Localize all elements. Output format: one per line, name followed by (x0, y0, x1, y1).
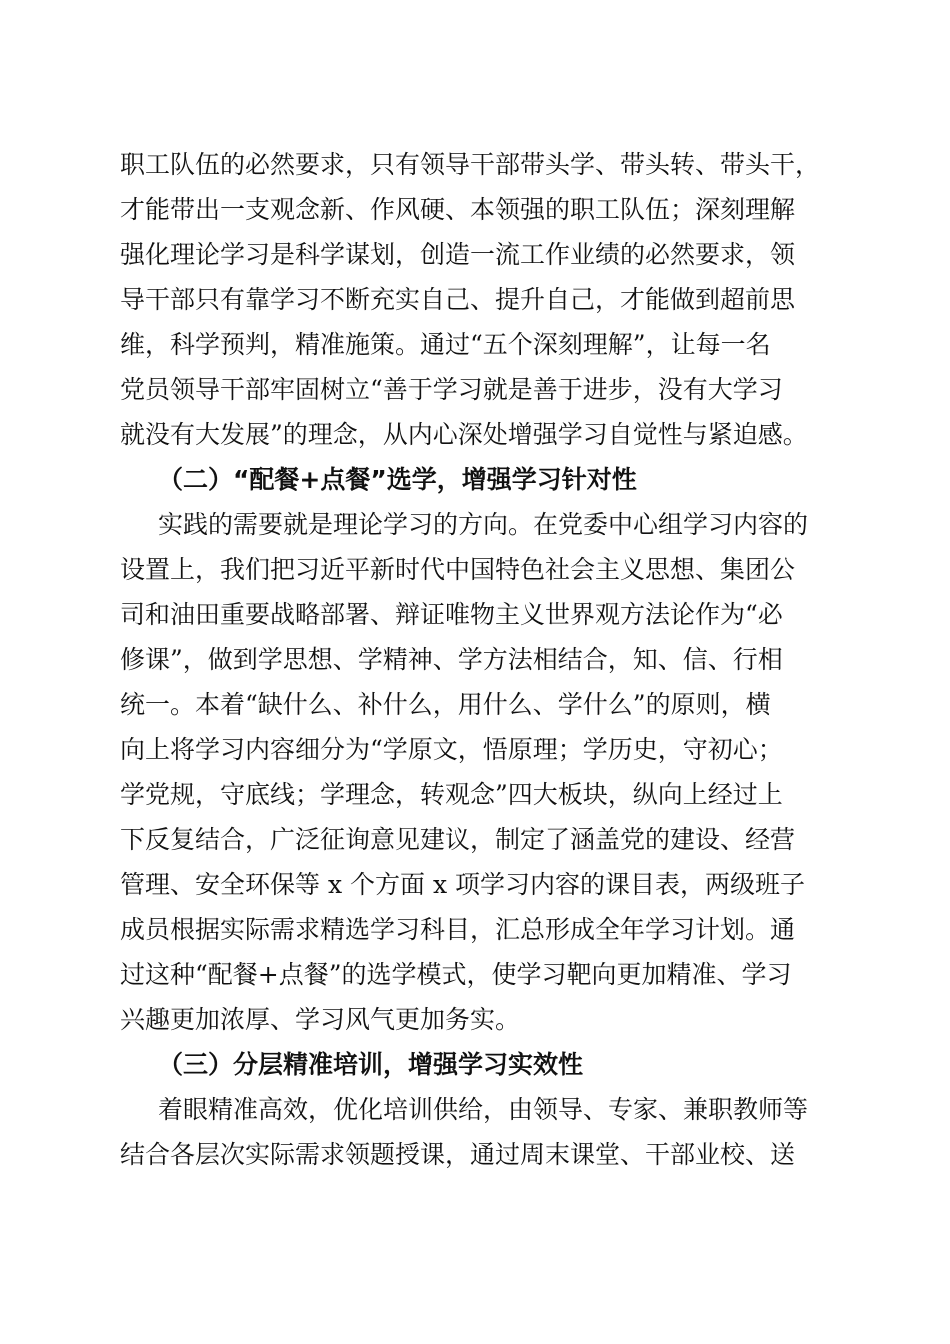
body-line: 着眼精准高效，优化培训供给，由领导、专家、兼职教师等 (158, 1095, 809, 1124)
body-line: 学党规，守底线；学理念，转观念”四大板块，纵向上经过上 (120, 780, 783, 809)
body-line: 过这种“配餐+点餐”的选学模式，使学习靶向更加精准、学习 (120, 960, 792, 989)
body-line: 管理、安全环保等 x 个方面 x 项学习内容的课目表，两级班子 (120, 870, 805, 899)
body-line: 下反复结合，广泛征询意见建议，制定了涵盖党的建设、经营 (120, 825, 796, 854)
body-line: 设置上，我们把习近平新时代中国特色社会主义思想、集团公 (120, 555, 796, 584)
body-line: 才能带出一支观念新、作风硬、本领强的职工队伍；深刻理解 (120, 195, 796, 224)
section-heading: （三）分层精准培训，增强学习实效性 (158, 1050, 584, 1079)
body-line: 强化理论学习是科学谋划，创造一流工作业绩的必然要求，领 (120, 240, 796, 269)
body-line: 维，科学预判，精准施策。通过“五个深刻理解”，让每一名 (120, 330, 771, 359)
body-line: 结合各层次实际需求领题授课，通过周末课堂、干部业校、送 (120, 1140, 796, 1169)
body-line: 导干部只有靠学习不断充实自己、提升自己，才能做到超前思 (120, 285, 796, 314)
body-line: 兴趣更加浓厚、学习风气更加务实。 (120, 1005, 521, 1034)
body-line: 司和油田重要战略部署、辩证唯物主义世界观方法论作为“必 (120, 600, 783, 629)
body-line: 成员根据实际需求精选学习科目，汇总形成全年学习计划。通 (120, 915, 796, 944)
body-line: 党员领导干部牢固树立“善于学习就是善于进步，没有大学习 (120, 375, 783, 404)
body-line: 统一。本着“缺什么、补什么，用什么、学什么”的原则，横 (120, 690, 771, 719)
body-line: 实践的需要就是理论学习的方向。在党委中心组学习内容的 (158, 510, 809, 539)
body-line: 向上将学习内容细分为“学原文，悟原理；学历史，守初心； (120, 735, 783, 764)
body-line: 就没有大发展”的理念，从内心深处增强学习自觉性与紧迫感。 (120, 420, 808, 449)
section-heading: （二）“配餐+点餐”选学，增强学习针对性 (158, 465, 637, 494)
body-line: 修课”，做到学思想、学精神、学方法相结合，知、信、行相 (120, 645, 783, 674)
body-line: 职工队伍的必然要求，只有领导干部带头学、带头转、带头干， (120, 150, 821, 179)
